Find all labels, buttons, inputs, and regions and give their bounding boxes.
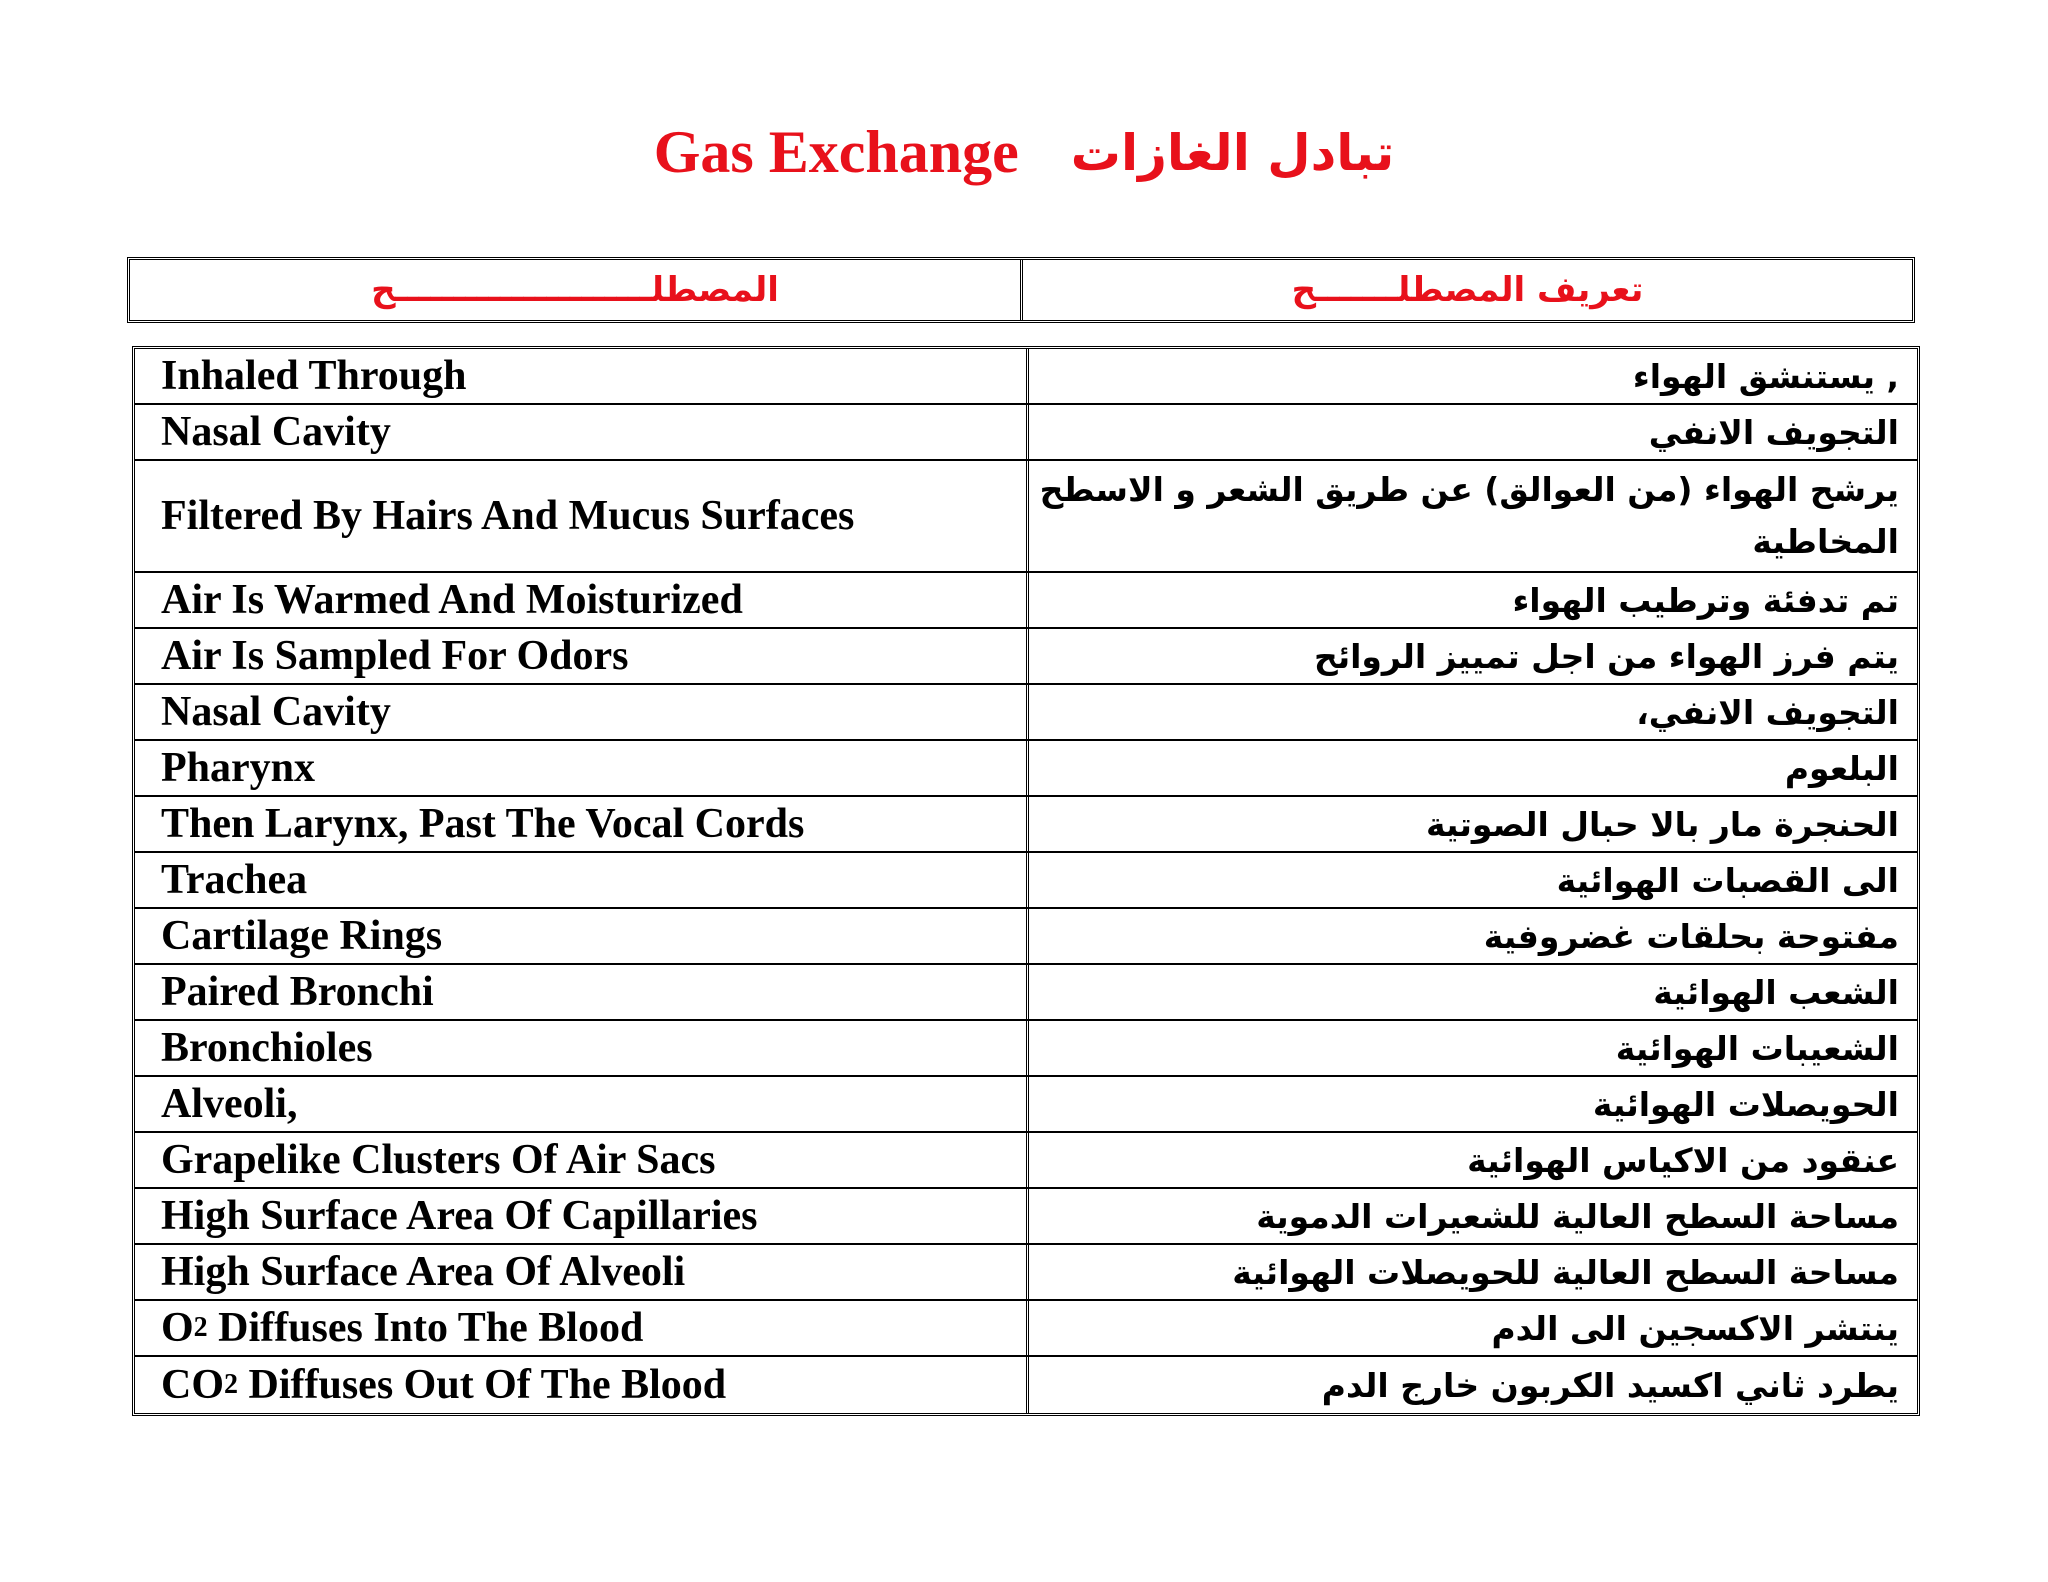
- term-cell: High Surface Area Of Alveoli: [135, 1245, 1029, 1299]
- term-cell: Paired Bronchi: [135, 965, 1029, 1019]
- definition-cell: الى القصبات الهوائية: [1556, 860, 1899, 900]
- term-cell: Filtered By Hairs And Mucus Surfaces: [135, 461, 1029, 571]
- definition-cell: يرشح الهواء (من العوالق) عن طريق الشعر و الاسطح المخاطية: [1039, 470, 1899, 561]
- term-cell: Nasal Cavity: [135, 685, 1029, 739]
- table-row: [135, 1133, 1917, 1189]
- definition-cell: مساحة السطح العالية للشعيرات الدموية: [1256, 1196, 1899, 1236]
- definition-cell: عنقود من الاكياس الهوائية: [1467, 1140, 1899, 1180]
- table-row: [135, 1357, 1917, 1413]
- term-cell: Air Is Sampled For Odors: [135, 629, 1029, 683]
- definition-cell: مساحة السطح العالية للحويصلات الهوائية: [1232, 1252, 1899, 1292]
- title-arabic: تبادل الغازات: [1070, 123, 1395, 182]
- term-cell: Grapelike Clusters Of Air Sacs: [135, 1133, 1029, 1187]
- term-text: Diffuses Out Of The Blood: [238, 1362, 727, 1408]
- definition-cell: , يستنشق الهواء: [1632, 356, 1899, 396]
- definition-cell: يتم فرز الهواء من اجل تمييز الروائح: [1313, 636, 1899, 676]
- table-row: [135, 461, 1917, 573]
- term-cell: [135, 1301, 1029, 1355]
- term-cell: Cartilage Rings: [135, 909, 1029, 963]
- definition-cell: تم تدفئة وترطيب الهواء: [1512, 580, 1899, 620]
- table-row: [135, 1021, 1917, 1077]
- definition-cell: التجويف الانفي،: [1636, 692, 1899, 732]
- term-cell: [135, 1357, 1029, 1413]
- term-cell: Trachea: [135, 853, 1029, 907]
- term-cell: Bronchioles: [135, 1021, 1029, 1075]
- term-cell: Alveoli,: [135, 1077, 1029, 1131]
- table-row: [135, 797, 1917, 853]
- definition-cell: الحويصلات الهوائية: [1592, 1084, 1899, 1124]
- table-row: [135, 1301, 1917, 1357]
- title-english: Gas Exchange: [653, 119, 1019, 185]
- table-row: [135, 1077, 1917, 1133]
- term-cell: Then Larynx, Past The Vocal Cords: [135, 797, 1029, 851]
- table-row: [135, 909, 1917, 965]
- table-row: [135, 1189, 1917, 1245]
- definition-cell: يطرد ثاني اكسيد الكربون خارج الدم: [1321, 1365, 1899, 1405]
- term-cell: Pharynx: [135, 741, 1029, 795]
- definition-cell: الشعيبات الهوائية: [1615, 1028, 1899, 1068]
- definition-cell: التجويف الانفي: [1648, 412, 1899, 452]
- definition-cell: الشعب الهوائية: [1653, 972, 1899, 1012]
- term-cell: Air Is Warmed And Moisturized: [135, 573, 1029, 627]
- definition-cell: مفتوحة بحلقات غضروفية: [1483, 916, 1899, 956]
- table-row: [135, 853, 1917, 909]
- term-cell: Inhaled Through: [135, 349, 1029, 403]
- definition-cell: الحنجرة مار بالا حبال الصوتية: [1426, 804, 1899, 844]
- term-cell: High Surface Area Of Capillaries: [135, 1189, 1029, 1243]
- table-row: [135, 965, 1917, 1021]
- table-row: [135, 685, 1917, 741]
- terms-table: [132, 346, 1920, 1416]
- header-term: المصطلــــــــــــــــــــــح: [130, 260, 1023, 320]
- table-row: [135, 1245, 1917, 1301]
- subscript: 2: [224, 1369, 238, 1400]
- definition-cell: ينتشر الاكسجين الى الدم: [1491, 1308, 1899, 1348]
- table-row: [135, 741, 1917, 797]
- table-row: [135, 573, 1917, 629]
- chem-symbol: O: [161, 1305, 194, 1351]
- table-header: [127, 257, 1915, 323]
- table-row: [135, 349, 1917, 405]
- term-cell: Nasal Cavity: [135, 405, 1029, 459]
- subscript: 2: [193, 1312, 208, 1343]
- table-row: [135, 405, 1917, 461]
- chem-symbol: CO: [161, 1362, 224, 1408]
- term-text: Diffuses Into The Blood: [207, 1305, 644, 1351]
- header-definition: تعريف المصطلـــــــح: [1291, 270, 1644, 310]
- definition-cell: البلعوم: [1784, 748, 1899, 788]
- page-title: [0, 118, 2048, 187]
- table-row: [135, 629, 1917, 685]
